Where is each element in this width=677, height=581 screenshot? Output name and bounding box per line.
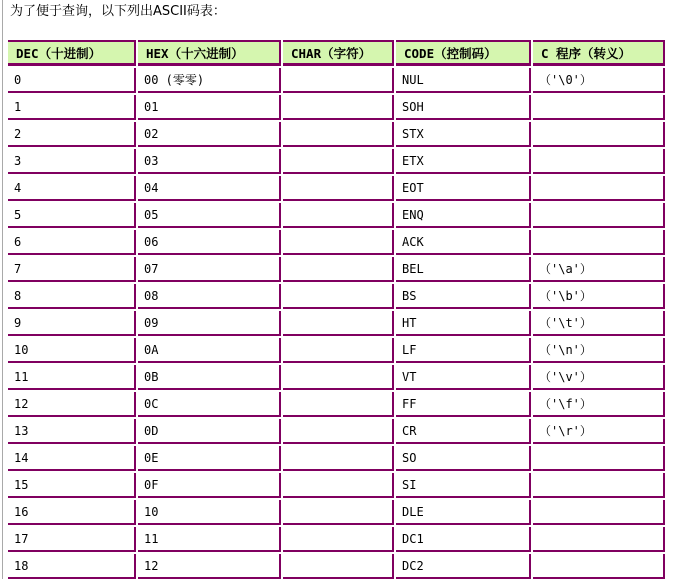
table-row: [8, 392, 665, 417]
cell-dec: 3: [8, 149, 136, 174]
cell-char: [283, 122, 394, 147]
table-row: [8, 500, 665, 525]
cell-code: SI: [396, 473, 531, 498]
cell-c: （'\t'）: [533, 311, 665, 336]
cell-char: [283, 527, 394, 552]
cell-c: （'\f'）: [533, 392, 665, 417]
cell-code: HT: [396, 311, 531, 336]
cell-dec: 2: [8, 122, 136, 147]
cell-code: CR: [396, 419, 531, 444]
cell-code: EOT: [396, 176, 531, 201]
cell-hex: 04: [138, 176, 281, 201]
cell-c: （'\v'）: [533, 365, 665, 390]
cell-hex: 0E: [138, 446, 281, 471]
cell-dec: 9: [8, 311, 136, 336]
cell-hex: 03: [138, 149, 281, 174]
column-header-code: CODE（控制码）: [396, 40, 531, 66]
cell-char: [283, 68, 394, 93]
table-row: [8, 95, 665, 120]
cell-char: [283, 311, 394, 336]
table-row: [8, 122, 665, 147]
cell-char: [283, 446, 394, 471]
table-row: [8, 311, 665, 336]
column-header-char: CHAR（字符）: [283, 40, 394, 66]
cell-code: STX: [396, 122, 531, 147]
cell-hex: 01: [138, 95, 281, 120]
cell-c: [533, 122, 665, 147]
cell-dec: 14: [8, 446, 136, 471]
table-row: [8, 149, 665, 174]
cell-c: （'\r'）: [533, 419, 665, 444]
cell-hex: 05: [138, 203, 281, 228]
ascii-table: [6, 38, 667, 581]
cell-dec: 12: [8, 392, 136, 417]
cell-hex: 08: [138, 284, 281, 309]
table-row: [8, 554, 665, 579]
cell-hex: 11: [138, 527, 281, 552]
cell-dec: 6: [8, 230, 136, 255]
cell-dec: 7: [8, 257, 136, 282]
cell-code: FF: [396, 392, 531, 417]
table-row: [8, 284, 665, 309]
cell-char: [283, 473, 394, 498]
cell-char: [283, 284, 394, 309]
cell-c: （'\a'）: [533, 257, 665, 282]
cell-char: [283, 149, 394, 174]
column-header-dec: DEC（十进制）: [8, 40, 136, 66]
cell-c: [533, 500, 665, 525]
cell-code: ETX: [396, 149, 531, 174]
cell-char: [283, 365, 394, 390]
table-row: [8, 257, 665, 282]
cell-dec: 17: [8, 527, 136, 552]
table-row: [8, 446, 665, 471]
table-row: [8, 68, 665, 93]
cell-c: [533, 203, 665, 228]
cell-code: NUL: [396, 68, 531, 93]
cell-char: [283, 176, 394, 201]
table-row: [8, 338, 665, 363]
cell-code: LF: [396, 338, 531, 363]
cell-char: [283, 95, 394, 120]
column-header-c: C 程序（转义）: [533, 40, 665, 66]
cell-code: ACK: [396, 230, 531, 255]
cell-c: [533, 446, 665, 471]
cell-dec: 11: [8, 365, 136, 390]
cell-dec: 0: [8, 68, 136, 93]
header-row: [8, 40, 665, 66]
cell-char: [283, 257, 394, 282]
cell-char: [283, 554, 394, 579]
cell-dec: 8: [8, 284, 136, 309]
cell-hex: 02: [138, 122, 281, 147]
cell-char: [283, 338, 394, 363]
cell-c: [533, 149, 665, 174]
column-header-hex: HEX（十六进制）: [138, 40, 281, 66]
cell-code: DLE: [396, 500, 531, 525]
cell-char: [283, 230, 394, 255]
cell-dec: 18: [8, 554, 136, 579]
cell-hex: 0A: [138, 338, 281, 363]
table-row: [8, 365, 665, 390]
cell-code: DC1: [396, 527, 531, 552]
cell-dec: 13: [8, 419, 136, 444]
cell-hex: 0D: [138, 419, 281, 444]
cell-hex: 07: [138, 257, 281, 282]
cell-c: （'\n'）: [533, 338, 665, 363]
cell-char: [283, 203, 394, 228]
cell-hex: 0C: [138, 392, 281, 417]
cell-hex: 00 (零零): [138, 68, 281, 93]
cell-code: BEL: [396, 257, 531, 282]
cell-c: （'\0'）: [533, 68, 665, 93]
cell-hex: 06: [138, 230, 281, 255]
ascii-table-body: [8, 68, 665, 579]
cell-dec: 16: [8, 500, 136, 525]
table-row: [8, 527, 665, 552]
intro-text: 为了便于查询，以下列出ASCII码表：: [10, 4, 226, 19]
cell-c: [533, 527, 665, 552]
cell-code: SO: [396, 446, 531, 471]
cell-c: （'\b'）: [533, 284, 665, 309]
cell-code: VT: [396, 365, 531, 390]
cell-c: [533, 95, 665, 120]
cell-code: BS: [396, 284, 531, 309]
table-row: [8, 230, 665, 255]
table-row: [8, 176, 665, 201]
cell-code: SOH: [396, 95, 531, 120]
cell-hex: 09: [138, 311, 281, 336]
table-row: [8, 203, 665, 228]
table-row: [8, 473, 665, 498]
cell-char: [283, 500, 394, 525]
cell-hex: 12: [138, 554, 281, 579]
cell-dec: 15: [8, 473, 136, 498]
cell-hex: 0B: [138, 365, 281, 390]
cell-dec: 4: [8, 176, 136, 201]
cell-code: ENQ: [396, 203, 531, 228]
cell-dec: 10: [8, 338, 136, 363]
cell-dec: 1: [8, 95, 136, 120]
cell-code: DC2: [396, 554, 531, 579]
cell-c: [533, 554, 665, 579]
table-row: [8, 419, 665, 444]
pane-left-border: [2, 0, 3, 579]
cell-c: [533, 176, 665, 201]
cell-hex: 0F: [138, 473, 281, 498]
cell-char: [283, 392, 394, 417]
cell-hex: 10: [138, 500, 281, 525]
cell-dec: 5: [8, 203, 136, 228]
cell-c: [533, 230, 665, 255]
cell-char: [283, 419, 394, 444]
cell-c: [533, 473, 665, 498]
